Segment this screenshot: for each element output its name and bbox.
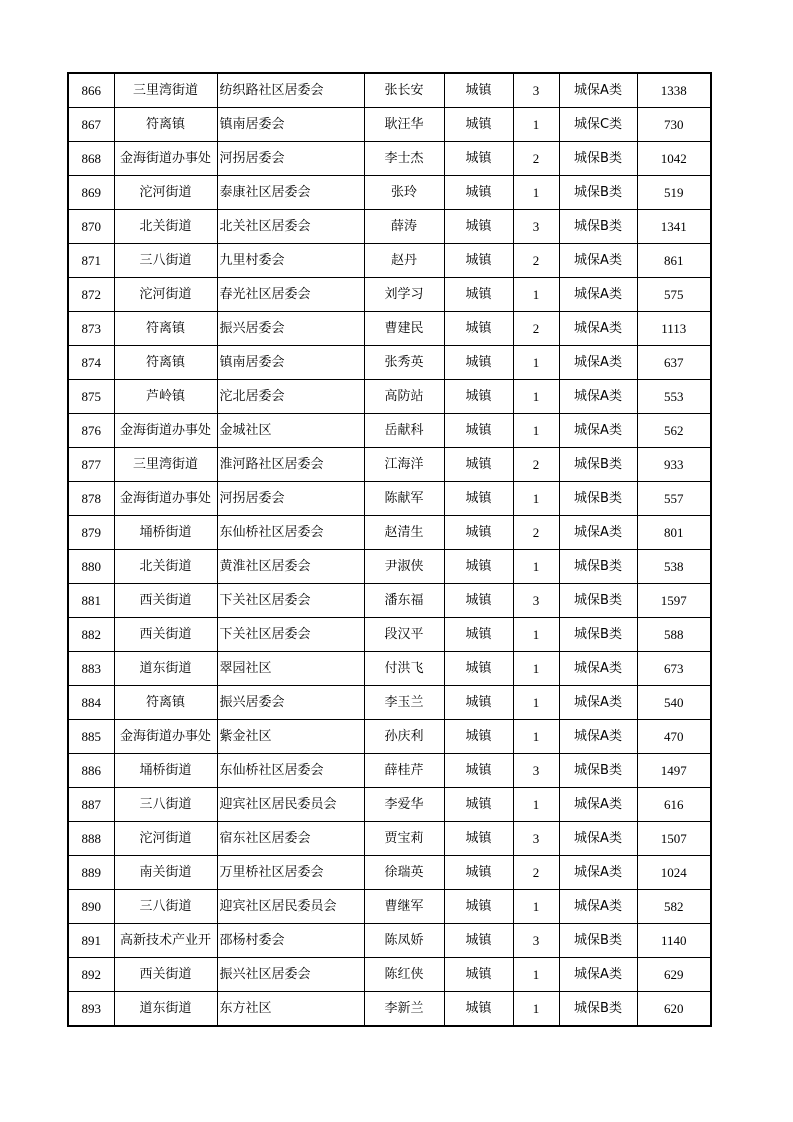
category-cell: 城保A类 [559,380,637,414]
area-type-cell: 城镇 [444,890,513,924]
row-number: 892 [68,958,114,992]
community-cell: 沱北居委会 [217,380,364,414]
area-type-cell: 城镇 [444,958,513,992]
category-cell: 城保A类 [559,822,637,856]
category-cell: 城保A类 [559,244,637,278]
street-cell: 三里湾街道 [114,73,217,108]
amount-cell: 861 [637,244,711,278]
row-number: 867 [68,108,114,142]
person-name-cell: 薛桂芹 [364,754,444,788]
household-size-cell: 1 [513,686,559,720]
community-cell: 万里桥社区居委会 [217,856,364,890]
amount-cell: 1341 [637,210,711,244]
community-cell: 下关社区居委会 [217,618,364,652]
area-type-cell: 城镇 [444,652,513,686]
community-cell: 振兴社区居委会 [217,958,364,992]
household-size-cell: 1 [513,788,559,822]
person-name-cell: 孙庆利 [364,720,444,754]
table-row [68,516,711,550]
person-name-cell: 江海洋 [364,448,444,482]
street-cell: 符离镇 [114,312,217,346]
amount-cell: 730 [637,108,711,142]
amount-cell: 616 [637,788,711,822]
amount-cell: 538 [637,550,711,584]
amount-cell: 1113 [637,312,711,346]
household-size-cell: 2 [513,142,559,176]
household-size-cell: 2 [513,312,559,346]
community-cell: 纺织路社区居委会 [217,73,364,108]
table-row [68,312,711,346]
category-cell: 城保A类 [559,958,637,992]
street-cell: 埇桥街道 [114,754,217,788]
area-type-cell: 城镇 [444,482,513,516]
household-size-cell: 1 [513,618,559,652]
area-type-cell: 城镇 [444,244,513,278]
household-size-cell: 3 [513,73,559,108]
amount-cell: 588 [637,618,711,652]
amount-cell: 1507 [637,822,711,856]
household-size-cell: 3 [513,754,559,788]
table-row [68,176,711,210]
person-name-cell: 耿汪华 [364,108,444,142]
person-name-cell: 陈红侠 [364,958,444,992]
beneficiary-table [67,72,712,1027]
amount-cell: 673 [637,652,711,686]
row-number: 869 [68,176,114,210]
table-row [68,890,711,924]
person-name-cell: 岳献科 [364,414,444,448]
category-cell: 城保A类 [559,686,637,720]
community-cell: 东仙桥社区居委会 [217,754,364,788]
community-cell: 下关社区居委会 [217,584,364,618]
person-name-cell: 张长安 [364,73,444,108]
household-size-cell: 2 [513,516,559,550]
community-cell: 镇南居委会 [217,108,364,142]
category-cell: 城保B类 [559,618,637,652]
person-name-cell: 陈献军 [364,482,444,516]
street-cell: 西关街道 [114,584,217,618]
table-row [68,108,711,142]
table-row [68,686,711,720]
person-name-cell: 李新兰 [364,992,444,1027]
person-name-cell: 徐瑞英 [364,856,444,890]
street-cell: 三八街道 [114,788,217,822]
area-type-cell: 城镇 [444,516,513,550]
amount-cell: 801 [637,516,711,550]
street-cell: 埇桥街道 [114,516,217,550]
household-size-cell: 1 [513,380,559,414]
household-size-cell: 1 [513,108,559,142]
row-number: 886 [68,754,114,788]
row-number: 885 [68,720,114,754]
street-cell: 西关街道 [114,618,217,652]
community-cell: 九里村委会 [217,244,364,278]
street-cell: 金海街道办事处 [114,414,217,448]
community-cell: 紫金社区 [217,720,364,754]
amount-cell: 629 [637,958,711,992]
area-type-cell: 城镇 [444,550,513,584]
household-size-cell: 1 [513,176,559,210]
amount-cell: 519 [637,176,711,210]
table-row [68,142,711,176]
person-name-cell: 赵丹 [364,244,444,278]
street-cell: 符离镇 [114,686,217,720]
community-cell: 东方社区 [217,992,364,1027]
category-cell: 城保B类 [559,584,637,618]
amount-cell: 1597 [637,584,711,618]
household-size-cell: 1 [513,992,559,1027]
household-size-cell: 3 [513,822,559,856]
category-cell: 城保A类 [559,312,637,346]
person-name-cell: 李士杰 [364,142,444,176]
row-number: 877 [68,448,114,482]
table-body [68,73,711,1026]
household-size-cell: 1 [513,890,559,924]
area-type-cell: 城镇 [444,992,513,1027]
row-number: 874 [68,346,114,380]
table-row [68,584,711,618]
community-cell: 北关社区居委会 [217,210,364,244]
table-row [68,720,711,754]
street-cell: 芦岭镇 [114,380,217,414]
table-row [68,822,711,856]
table-row [68,448,711,482]
category-cell: 城保B类 [559,210,637,244]
amount-cell: 1338 [637,73,711,108]
table-row [68,618,711,652]
row-number: 884 [68,686,114,720]
community-cell: 宿东社区居委会 [217,822,364,856]
amount-cell: 575 [637,278,711,312]
area-type-cell: 城镇 [444,278,513,312]
person-name-cell: 贾宝莉 [364,822,444,856]
household-size-cell: 2 [513,856,559,890]
street-cell: 三八街道 [114,244,217,278]
area-type-cell: 城镇 [444,822,513,856]
area-type-cell: 城镇 [444,686,513,720]
category-cell: 城保A类 [559,516,637,550]
household-size-cell: 1 [513,346,559,380]
person-name-cell: 陈凤娇 [364,924,444,958]
row-number: 872 [68,278,114,312]
category-cell: 城保A类 [559,788,637,822]
table-row [68,652,711,686]
household-size-cell: 1 [513,652,559,686]
row-number: 887 [68,788,114,822]
street-cell: 南关街道 [114,856,217,890]
table-row [68,958,711,992]
category-cell: 城保A类 [559,856,637,890]
area-type-cell: 城镇 [444,448,513,482]
category-cell: 城保A类 [559,73,637,108]
table-row [68,482,711,516]
person-name-cell: 尹淑侠 [364,550,444,584]
amount-cell: 553 [637,380,711,414]
person-name-cell: 赵清生 [364,516,444,550]
person-name-cell: 张玲 [364,176,444,210]
category-cell: 城保A类 [559,890,637,924]
amount-cell: 1497 [637,754,711,788]
household-size-cell: 1 [513,958,559,992]
area-type-cell: 城镇 [444,856,513,890]
street-cell: 北关街道 [114,550,217,584]
row-number: 880 [68,550,114,584]
category-cell: 城保B类 [559,176,637,210]
household-size-cell: 3 [513,210,559,244]
area-type-cell: 城镇 [444,380,513,414]
community-cell: 振兴居委会 [217,686,364,720]
community-cell: 迎宾社区居民委员会 [217,788,364,822]
row-number: 881 [68,584,114,618]
category-cell: 城保C类 [559,108,637,142]
area-type-cell: 城镇 [444,142,513,176]
area-type-cell: 城镇 [444,720,513,754]
category-cell: 城保A类 [559,414,637,448]
row-number: 888 [68,822,114,856]
household-size-cell: 1 [513,278,559,312]
amount-cell: 540 [637,686,711,720]
household-size-cell: 3 [513,924,559,958]
category-cell: 城保B类 [559,550,637,584]
street-cell: 道东街道 [114,652,217,686]
area-type-cell: 城镇 [444,414,513,448]
community-cell: 河拐居委会 [217,142,364,176]
community-cell: 镇南居委会 [217,346,364,380]
category-cell: 城保A类 [559,278,637,312]
street-cell: 道东街道 [114,992,217,1027]
table-row [68,550,711,584]
row-number: 871 [68,244,114,278]
household-size-cell: 1 [513,720,559,754]
area-type-cell: 城镇 [444,924,513,958]
street-cell: 北关街道 [114,210,217,244]
amount-cell: 637 [637,346,711,380]
community-cell: 邵杨村委会 [217,924,364,958]
amount-cell: 470 [637,720,711,754]
category-cell: 城保B类 [559,482,637,516]
community-cell: 振兴居委会 [217,312,364,346]
row-number: 889 [68,856,114,890]
area-type-cell: 城镇 [444,346,513,380]
row-number: 893 [68,992,114,1027]
person-name-cell: 潘东福 [364,584,444,618]
community-cell: 春光社区居委会 [217,278,364,312]
row-number: 868 [68,142,114,176]
household-size-cell: 2 [513,244,559,278]
street-cell: 三八街道 [114,890,217,924]
person-name-cell: 李玉兰 [364,686,444,720]
community-cell: 黄淮社区居委会 [217,550,364,584]
street-cell: 金海街道办事处 [114,142,217,176]
category-cell: 城保B类 [559,448,637,482]
row-number: 879 [68,516,114,550]
community-cell: 河拐居委会 [217,482,364,516]
category-cell: 城保B类 [559,992,637,1027]
person-name-cell: 高防站 [364,380,444,414]
amount-cell: 933 [637,448,711,482]
area-type-cell: 城镇 [444,312,513,346]
street-cell: 沱河街道 [114,176,217,210]
street-cell: 金海街道办事处 [114,482,217,516]
table-row [68,380,711,414]
row-number: 890 [68,890,114,924]
row-number: 870 [68,210,114,244]
community-cell: 翠园社区 [217,652,364,686]
table-row [68,210,711,244]
row-number: 883 [68,652,114,686]
table-row [68,346,711,380]
household-size-cell: 1 [513,414,559,448]
area-type-cell: 城镇 [444,108,513,142]
row-number: 878 [68,482,114,516]
amount-cell: 1024 [637,856,711,890]
household-size-cell: 2 [513,448,559,482]
table-row [68,754,711,788]
row-number: 873 [68,312,114,346]
person-name-cell: 薛涛 [364,210,444,244]
community-cell: 淮河路社区居委会 [217,448,364,482]
area-type-cell: 城镇 [444,754,513,788]
household-size-cell: 3 [513,584,559,618]
table-row [68,788,711,822]
amount-cell: 557 [637,482,711,516]
category-cell: 城保B类 [559,142,637,176]
category-cell: 城保A类 [559,720,637,754]
area-type-cell: 城镇 [444,618,513,652]
street-cell: 符离镇 [114,346,217,380]
street-cell: 符离镇 [114,108,217,142]
street-cell: 高新技术产业开 [114,924,217,958]
person-name-cell: 李爱华 [364,788,444,822]
person-name-cell: 段汉平 [364,618,444,652]
amount-cell: 562 [637,414,711,448]
community-cell: 迎宾社区居民委员会 [217,890,364,924]
household-size-cell: 1 [513,482,559,516]
amount-cell: 582 [637,890,711,924]
row-number: 891 [68,924,114,958]
community-cell: 金城社区 [217,414,364,448]
table-row [68,73,711,108]
table-row [68,244,711,278]
person-name-cell: 刘学习 [364,278,444,312]
street-cell: 三里湾街道 [114,448,217,482]
row-number: 876 [68,414,114,448]
street-cell: 沱河街道 [114,822,217,856]
amount-cell: 620 [637,992,711,1027]
household-size-cell: 1 [513,550,559,584]
amount-cell: 1042 [637,142,711,176]
table-row [68,278,711,312]
area-type-cell: 城镇 [444,788,513,822]
amount-cell: 1140 [637,924,711,958]
street-cell: 沱河街道 [114,278,217,312]
person-name-cell: 曹继军 [364,890,444,924]
row-number: 875 [68,380,114,414]
street-cell: 金海街道办事处 [114,720,217,754]
table-row [68,856,711,890]
table-row [68,924,711,958]
row-number: 882 [68,618,114,652]
category-cell: 城保A类 [559,652,637,686]
community-cell: 东仙桥社区居委会 [217,516,364,550]
category-cell: 城保B类 [559,754,637,788]
category-cell: 城保B类 [559,924,637,958]
person-name-cell: 张秀英 [364,346,444,380]
area-type-cell: 城镇 [444,176,513,210]
area-type-cell: 城镇 [444,210,513,244]
category-cell: 城保A类 [559,346,637,380]
table-row [68,992,711,1027]
person-name-cell: 曹建民 [364,312,444,346]
row-number: 866 [68,73,114,108]
area-type-cell: 城镇 [444,584,513,618]
community-cell: 泰康社区居委会 [217,176,364,210]
area-type-cell: 城镇 [444,73,513,108]
table-row [68,414,711,448]
person-name-cell: 付洪飞 [364,652,444,686]
street-cell: 西关街道 [114,958,217,992]
